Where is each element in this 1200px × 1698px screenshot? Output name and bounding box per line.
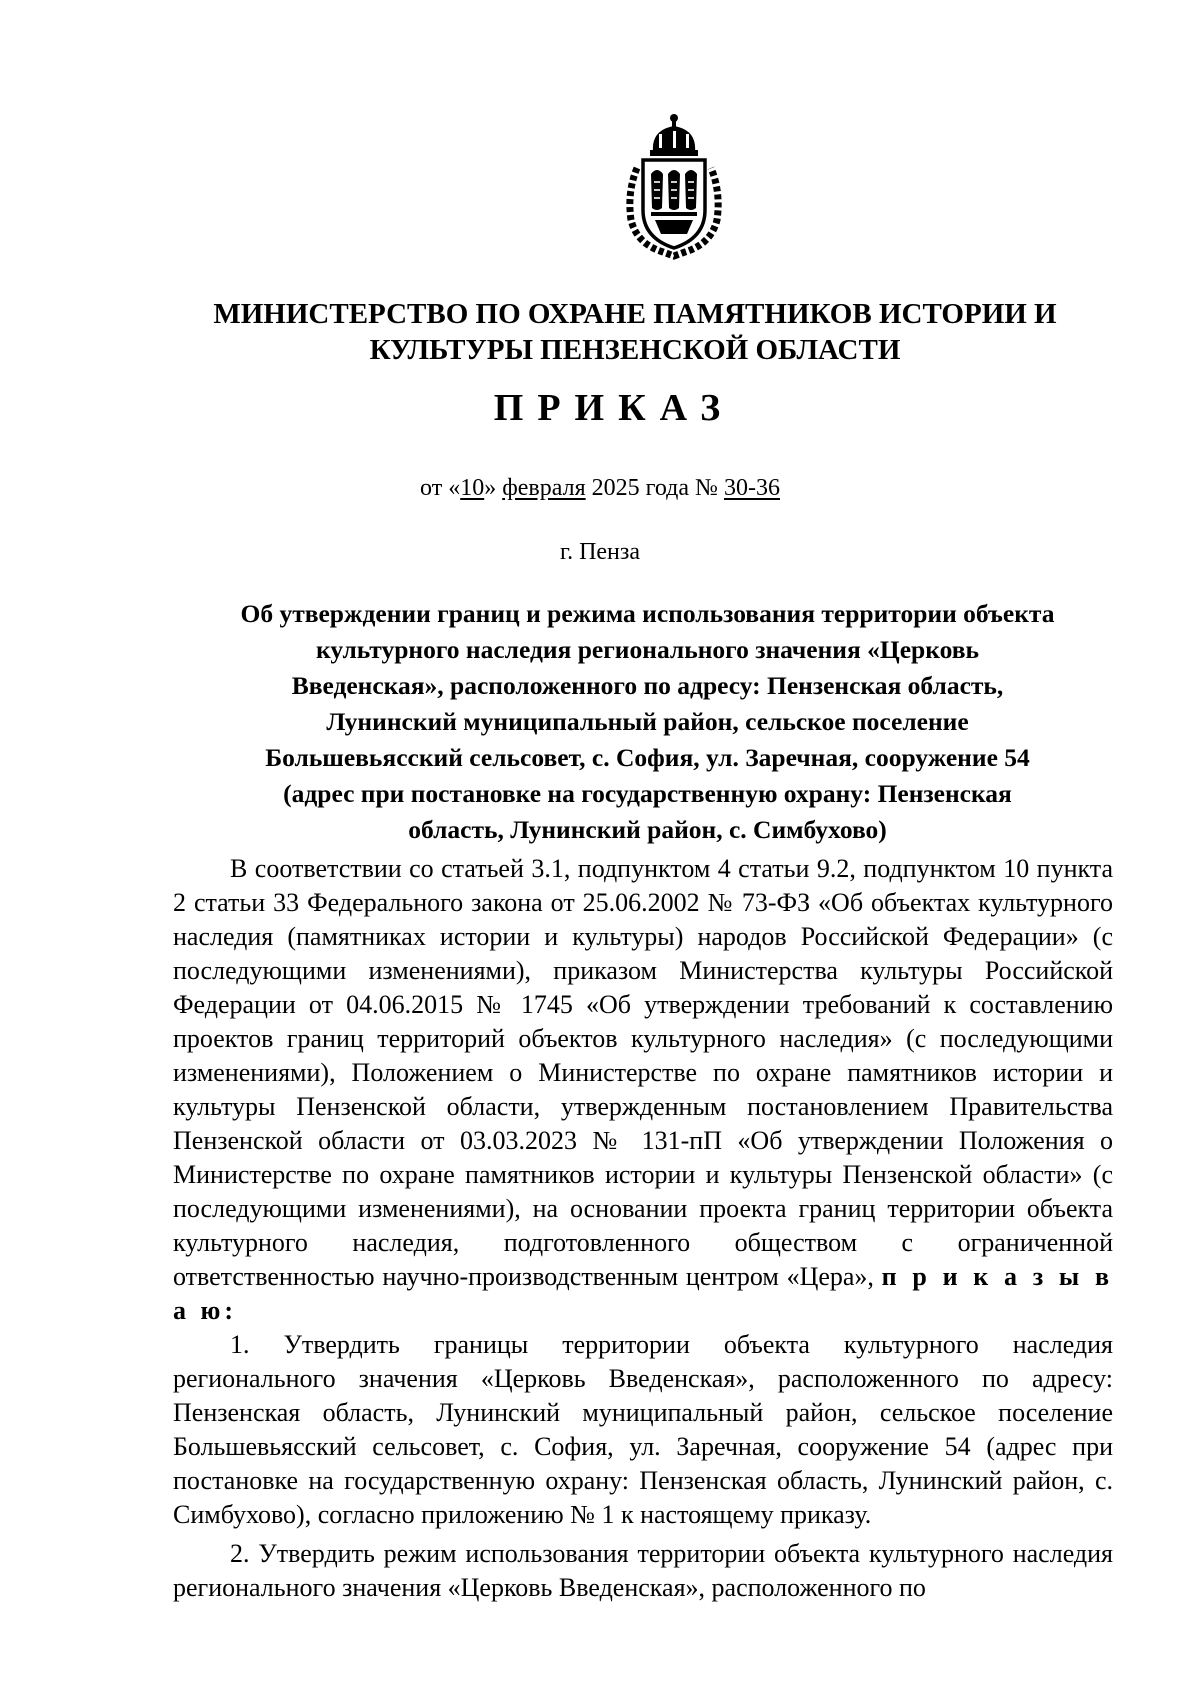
- order-number: 30-36: [723, 475, 780, 501]
- title-line: Лунинский муниципальный район, сельское поселение: [326, 707, 969, 736]
- date-year: 2025 года №: [585, 475, 724, 501]
- ministry-name: [170, 296, 1100, 368]
- preamble-paragraph: [173, 852, 1113, 1328]
- date-mid: »: [484, 475, 503, 501]
- title-line: Введенская», расположенного по адресу: Пензенская область,: [291, 671, 1004, 700]
- ministry-name-line-2: КУЛЬТУРЫ ПЕНЗЕНСКОЙ ОБЛАСТИ: [369, 334, 901, 366]
- date-day: 10: [460, 475, 485, 501]
- title-line: (адрес при постановке на государственную охрану: Пензенская: [283, 779, 1012, 808]
- document-body: [173, 852, 1113, 1605]
- order-item-1: 1. Утвердить границы территории объекта культурного наследия регионального значения «Церковь Введенская», расположенного по адресу: Пензенская область, Лунинский муниципальный район, сельское поселение Большевьясский сельсовет, с. София, ул. Заречная, сооружение 54 (адрес при постановке на государственную охрану: Пензенская область, Лунинский район, с. Симбухово), согласно приложению № 1 к настоящему приказу.: [173, 1330, 1113, 1529]
- order-item-2: 2. Утвердить режим использования территории объекта культурного наследия регионального значения «Церковь Введенская», расположенного по: [173, 1539, 1113, 1602]
- document-title: [190, 596, 1105, 848]
- preamble-text: В соответствии со статьей 3.1, подпунктом 4 статьи 9.2, подпунктом 10 пункта 2 статьи 33 Федерального закона от 25.06.2002 № 73-ФЗ «Об объектах культурного наследия (памятниках истории и культуры) народов Российской Федерации» (с последующими изменениями), приказом Министерства культуры Российской Федерации от 04.06.2015 № 1745 «Об утверждении требований к составлению проектов границ территорий объектов культурного наследия» (с последующими изменениями), Положением о Министерстве по охране памятников истории и культуры Пензенской области, утвержденным постановлением Правительства Пензенской области от 03.03.2023 № 131-пП «Об утверждении Положения о Министерстве по охране памятников истории и культуры Пензенской области» (с последующими изменениями), на основании проекта границ территории объекта культурного наследия, подготовленного обществом с ограниченной ответственностью научно-производственным центром «Цера»,: [173, 854, 1113, 1291]
- date-prefix: от «: [420, 475, 461, 501]
- title-line: культурного наследия регионального значения «Церковь: [316, 635, 979, 664]
- order-word: п р и к а з ы в а ю:: [173, 1262, 1113, 1325]
- order-date-number: [0, 472, 1200, 504]
- date-month: февраля: [502, 475, 586, 501]
- title-line: Большевьясский сельсовет, с. София, ул. Заречная, сооружение 54: [265, 743, 1030, 772]
- document-type: ПРИКАЗ: [493, 387, 735, 429]
- title-line: область, Лунинский район, с. Симбухово): [408, 815, 887, 844]
- city: г. Пенза: [559, 539, 641, 565]
- title-line: Об утверждении границ и режима использования территории объекта: [240, 599, 1055, 628]
- penza-coat-of-arms-icon: [623, 112, 725, 260]
- ministry-name-line-1: МИНИСТЕРСТВО ПО ОХРАНЕ ПАМЯТНИКОВ ИСТОРИИ И: [213, 298, 1057, 330]
